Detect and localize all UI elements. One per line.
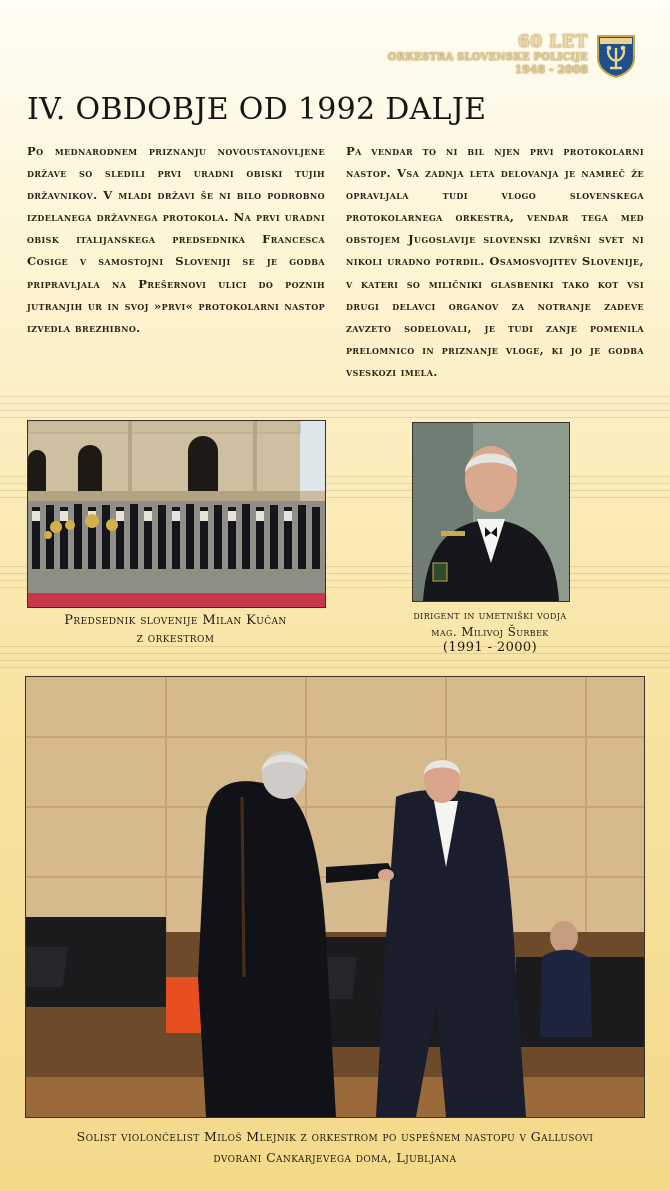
right-text-column: Pa vendar to ni bil njen prvi protokolarni nastop. Vsa zadnja leta delovanja je namreč že opravljala tudi vlogo slovenskega protokolarnega orkestra, vendar tega med obstojem Jugoslavije slovenski izvršni svet ni nikoli uradno potrdil. Osamosvojitev Slovenije, v kateri so miličniki glasbeniki tako kot vsi drugi delavci organov za notranje zadeve zavzeto sodelovali, je tudi zanje pomenila prelomnico in priznanje vloge, ki jo je godba vseskozi imela. bbox=[346, 144, 644, 379]
photo1-caption-line1: Predsednik slovenije Milan Kučan bbox=[64, 613, 287, 628]
police-orchestra-crest-icon bbox=[596, 34, 636, 78]
photo1-caption-line2: z orkestrom bbox=[136, 631, 215, 646]
photo2-caption-line3: (1991 - 2000) bbox=[442, 640, 538, 655]
photo2-caption-line1: dirigent in umetniški vodja bbox=[413, 609, 567, 622]
photo3-caption bbox=[25, 1126, 645, 1168]
left-text-column: Po mednarodnem priznanju novoustanovljene države so sledili prvi uradni obiski tujih državnikov. V mladi državi še ni bilo podrobno izdelanega državnega protokola. Na prvi uradni obisk italijanskega predsednika Francesca Cosige v samostojni Sloveniji se je godba pripravljala na Prešernovi ulici do poznih jutranjih ur in svoj »prvi« protokolarni nastop izvedla brezhibno. bbox=[27, 144, 325, 335]
photo1-caption bbox=[27, 612, 324, 648]
badge-years: 1948 - 2008 bbox=[514, 63, 588, 76]
photo-conductor-portrait bbox=[412, 422, 570, 602]
badge-orchestra: ORKESTRA SLOVENSKE POLICIJE bbox=[387, 52, 588, 63]
photo2-caption-line2: mag. Milivoj Šurbek bbox=[431, 625, 549, 639]
photo3-caption-line1: Solist violončelist Miloš Mlejnik z orkestrom po uspešnem nastopu v Gallusovi bbox=[76, 1129, 594, 1144]
photo2-caption bbox=[385, 608, 595, 656]
music-staff-decoration bbox=[0, 390, 670, 424]
badge-anniversary: 60 LET bbox=[517, 32, 588, 52]
anniversary-badge bbox=[388, 32, 588, 76]
photo3-caption-line2: dvorani Cankarjevega doma, Ljubljana bbox=[213, 1150, 457, 1165]
photo-orchestra-with-president bbox=[27, 420, 326, 608]
page-title: IV. OBDOBJE OD 1992 DALJE bbox=[27, 92, 487, 127]
photo-concert-handshake bbox=[25, 676, 645, 1118]
